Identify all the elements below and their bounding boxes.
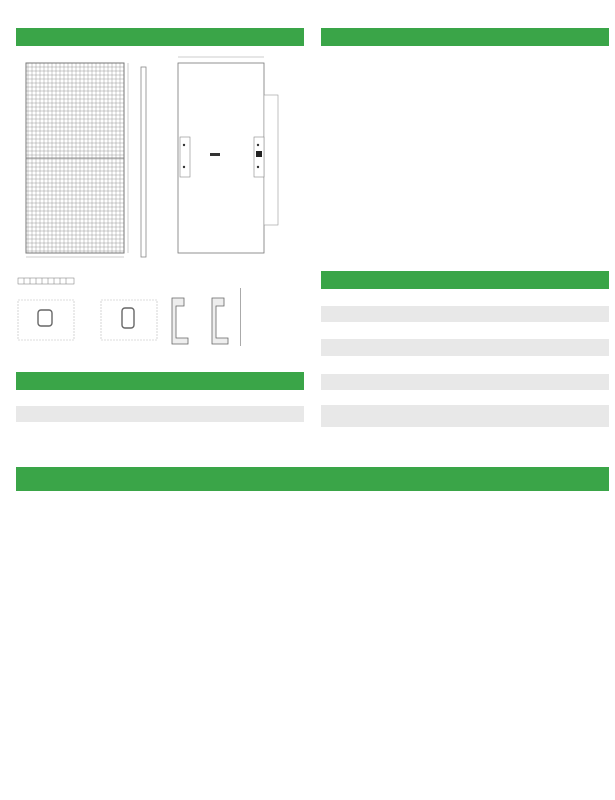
model-row: [16, 495, 602, 521]
tolerance-box: [240, 288, 310, 346]
structure-header: [321, 271, 609, 289]
side-view-drawing: [135, 62, 155, 262]
structure-value: [419, 405, 605, 416]
structure-row: [321, 322, 609, 339]
assembly-header: [16, 28, 304, 46]
label-strip-drawing: [16, 276, 76, 288]
front-view-drawing: [16, 55, 136, 265]
back-view-drawing: [160, 55, 300, 260]
iv-chart: [305, 118, 477, 230]
temperature-chart: [492, 95, 604, 247]
packing-line: [16, 406, 304, 422]
curves-header: [321, 28, 609, 46]
structure-row: [321, 306, 609, 323]
packing-spec: [16, 409, 22, 418]
section-detail-drawings: [16, 292, 236, 354]
structure-row: [321, 339, 609, 356]
structure-row: [321, 405, 609, 427]
packing-header: [16, 372, 304, 390]
structure-row: [321, 374, 609, 391]
electrical-header: [16, 467, 609, 491]
structure-row: [321, 357, 609, 374]
